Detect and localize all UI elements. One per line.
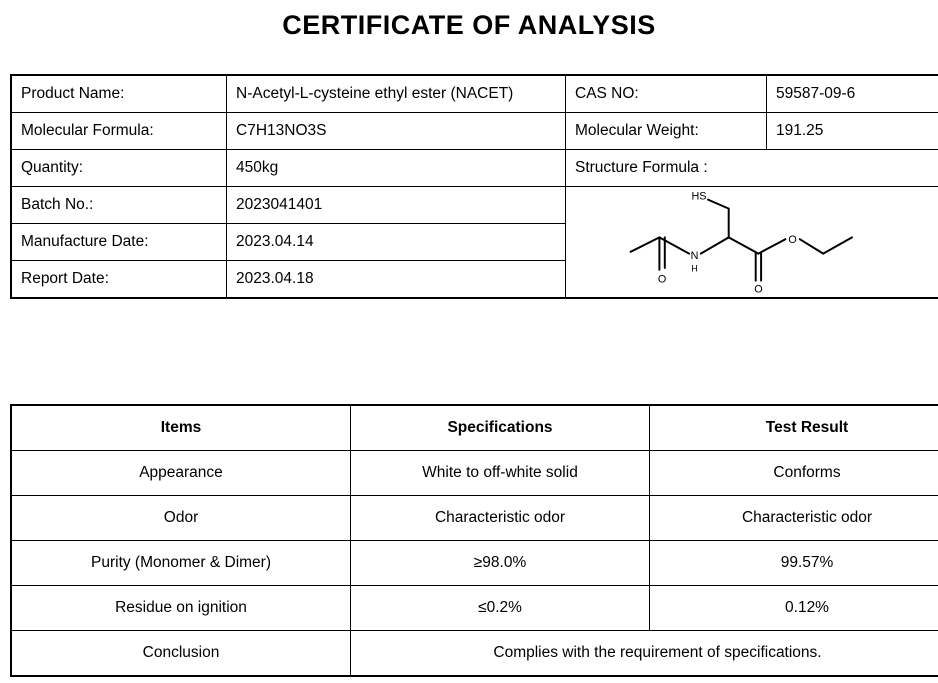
molecule-structure-icon xyxy=(566,187,938,295)
table-header-row xyxy=(11,405,938,451)
product-name-value: N-Acetyl-L-cysteine ethyl ester (NACET) xyxy=(227,75,566,113)
structure-label-amide-carbonyl-o: O xyxy=(658,273,666,285)
result-spec: ≤0.2% xyxy=(351,586,650,631)
test-results-table xyxy=(10,404,938,677)
molecular-weight-value: 191.25 xyxy=(767,113,938,150)
molecular-formula-label: Molecular Formula: xyxy=(11,113,227,150)
batch-no-label: Batch No.: xyxy=(11,187,227,224)
table-row xyxy=(11,113,938,150)
result-item: Odor xyxy=(11,496,351,541)
molecular-formula-value: C7H13NO3S xyxy=(227,113,566,150)
cas-no-label: CAS NO: xyxy=(566,75,767,113)
structure-label-thiol: HS xyxy=(692,191,707,203)
product-name-label: Product Name: xyxy=(11,75,227,113)
table-row xyxy=(11,586,938,631)
report-date-value: 2023.04.18 xyxy=(227,261,566,299)
table-row xyxy=(11,75,938,113)
column-header-test-result: Test Result xyxy=(650,405,938,451)
table-row xyxy=(11,451,938,496)
column-header-items: Items xyxy=(11,405,351,451)
column-header-specifications: Specifications xyxy=(351,405,650,451)
result-value: Characteristic odor xyxy=(650,496,938,541)
result-item: Purity (Monomer & Dimer) xyxy=(11,541,351,586)
manufacture-date-value: 2023.04.14 xyxy=(227,224,566,261)
result-spec: ≥98.0% xyxy=(351,541,650,586)
molecular-weight-label: Molecular Weight: xyxy=(566,113,767,150)
result-item: Residue on ignition xyxy=(11,586,351,631)
batch-no-value: 2023041401 xyxy=(227,187,566,224)
table-row xyxy=(11,541,938,586)
conclusion-label: Conclusion xyxy=(11,631,351,677)
certificate-page xyxy=(0,4,938,683)
table-row xyxy=(11,150,938,187)
structure-label-ester-o: O xyxy=(788,234,796,246)
conclusion-text: Complies with the requirement of specifications. xyxy=(351,631,938,677)
result-item: Appearance xyxy=(11,451,351,496)
quantity-label: Quantity: xyxy=(11,150,227,187)
cas-no-value: 59587-09-6 xyxy=(767,75,938,113)
table-row xyxy=(11,496,938,541)
table-row-conclusion xyxy=(11,631,938,677)
quantity-value: 450kg xyxy=(227,150,566,187)
structure-label-ester-carbonyl-o: O xyxy=(754,283,762,295)
result-spec: White to off-white solid xyxy=(351,451,650,496)
result-value: 0.12% xyxy=(650,586,938,631)
table-row xyxy=(11,187,938,224)
result-value: 99.57% xyxy=(650,541,938,586)
result-value: Conforms xyxy=(650,451,938,496)
structure-formula-image xyxy=(566,187,938,299)
result-spec: Characteristic odor xyxy=(351,496,650,541)
page-title: CERTIFICATE OF ANALYSIS xyxy=(0,4,938,44)
structure-formula-label: Structure Formula : xyxy=(566,150,938,187)
product-info-table xyxy=(10,74,938,299)
manufacture-date-label: Manufacture Date: xyxy=(11,224,227,261)
report-date-label: Report Date: xyxy=(11,261,227,299)
structure-label-amine: N xyxy=(691,250,699,262)
structure-label-amine-h: H xyxy=(691,264,698,274)
